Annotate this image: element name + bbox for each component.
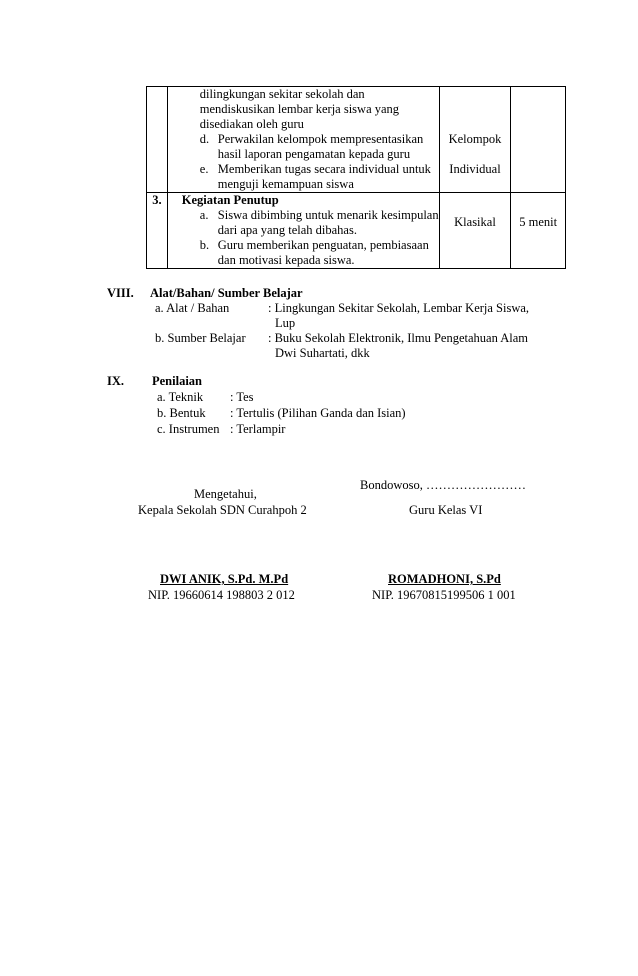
- item-value: : Lingkungan Sekitar Sekolah, Lembar Kerja Siswa,: [268, 301, 530, 315]
- organization-cell: [439, 87, 511, 193]
- item-label: b. Sumber Belajar: [155, 331, 246, 345]
- closing-heading: Kegiatan Penutup: [181, 193, 279, 207]
- principal-nip: NIP. 19660614 198803 2 012: [148, 588, 295, 602]
- learning-activities-table: [146, 86, 566, 269]
- section-number: VIII.: [107, 286, 134, 300]
- table-row: [147, 193, 566, 269]
- section-title: Penilaian: [152, 374, 203, 388]
- activity-line: Guru memberikan penguatan, pembiasaan: [217, 238, 429, 252]
- activity-item-d: [168, 132, 439, 147]
- item-marker: e.: [199, 162, 209, 176]
- number-cell: [147, 193, 168, 269]
- activity-line: menguji kemampuan siswa: [217, 177, 354, 191]
- item-value: Lup: [275, 316, 296, 330]
- row-number: 3.: [152, 193, 162, 207]
- organization-label: Individual: [449, 162, 501, 176]
- item-label: c. Instrumen: [157, 422, 220, 436]
- teacher-nip: NIP. 19670815199506 1 001: [372, 588, 516, 602]
- item-value: : Tertulis (Pilihan Ganda dan Isian): [230, 406, 406, 420]
- item-value: : Tes: [230, 390, 254, 404]
- activity-line: disediakan oleh guru: [199, 117, 304, 131]
- activity-line: Siswa dibimbing untuk menarik kesimpulan: [217, 208, 439, 222]
- activity-item-b: [168, 238, 439, 253]
- activity-line: dari apa yang telah dibahas.: [217, 223, 357, 237]
- principal-role: Kepala Sekolah SDN Curahpoh 2: [138, 503, 307, 517]
- time-label: 5 menit: [519, 215, 558, 229]
- number-cell: [147, 87, 168, 193]
- activity-item-e: [168, 162, 439, 177]
- place-date: Bondowoso, ……………………: [360, 478, 526, 492]
- item-marker: d.: [199, 132, 210, 146]
- acknowledged-label: Mengetahui,: [194, 487, 257, 501]
- activity-item-a: [168, 208, 439, 223]
- activity-line: dan motivasi kepada siswa.: [217, 253, 355, 267]
- organization-label: Kelompok: [448, 132, 502, 146]
- item-marker: a.: [199, 208, 209, 222]
- table-row: [147, 87, 566, 193]
- section-title: Alat/Bahan/ Sumber Belajar: [150, 286, 303, 300]
- item-marker: b.: [199, 238, 210, 252]
- item-value: : Buku Sekolah Elektronik, Ilmu Pengetahuan Alam: [268, 331, 529, 345]
- section-number: IX.: [107, 374, 125, 388]
- teacher-name: ROMADHONI, S.Pd: [388, 572, 501, 586]
- item-value: : Terlampir: [230, 422, 286, 436]
- item-label: b. Bentuk: [157, 406, 206, 420]
- activity-line: hasil laporan pengamatan kepada guru: [217, 147, 411, 161]
- organization-cell: [439, 193, 511, 269]
- principal-name: DWI ANIK, S.Pd. M.Pd: [160, 572, 289, 586]
- activity-line: mendiskusikan lembar kerja siswa yang: [199, 102, 400, 116]
- activity-line: dilingkungan sekitar sekolah dan: [199, 87, 365, 101]
- organization-label: Klasikal: [454, 215, 496, 229]
- activity-line: Memberikan tugas secara individual untuk: [217, 162, 431, 176]
- time-cell: [511, 193, 566, 269]
- item-label: a. Teknik: [157, 390, 204, 404]
- activity-line: Perwakilan kelompok mempresentasikan: [217, 132, 424, 146]
- time-cell: [511, 87, 566, 193]
- item-value: Dwi Suhartati, dkk: [275, 346, 370, 360]
- activity-description-cell: [167, 193, 439, 269]
- item-label: a. Alat / Bahan: [155, 301, 230, 315]
- activity-description-cell: [167, 87, 439, 193]
- teacher-role: Guru Kelas VI: [409, 503, 483, 517]
